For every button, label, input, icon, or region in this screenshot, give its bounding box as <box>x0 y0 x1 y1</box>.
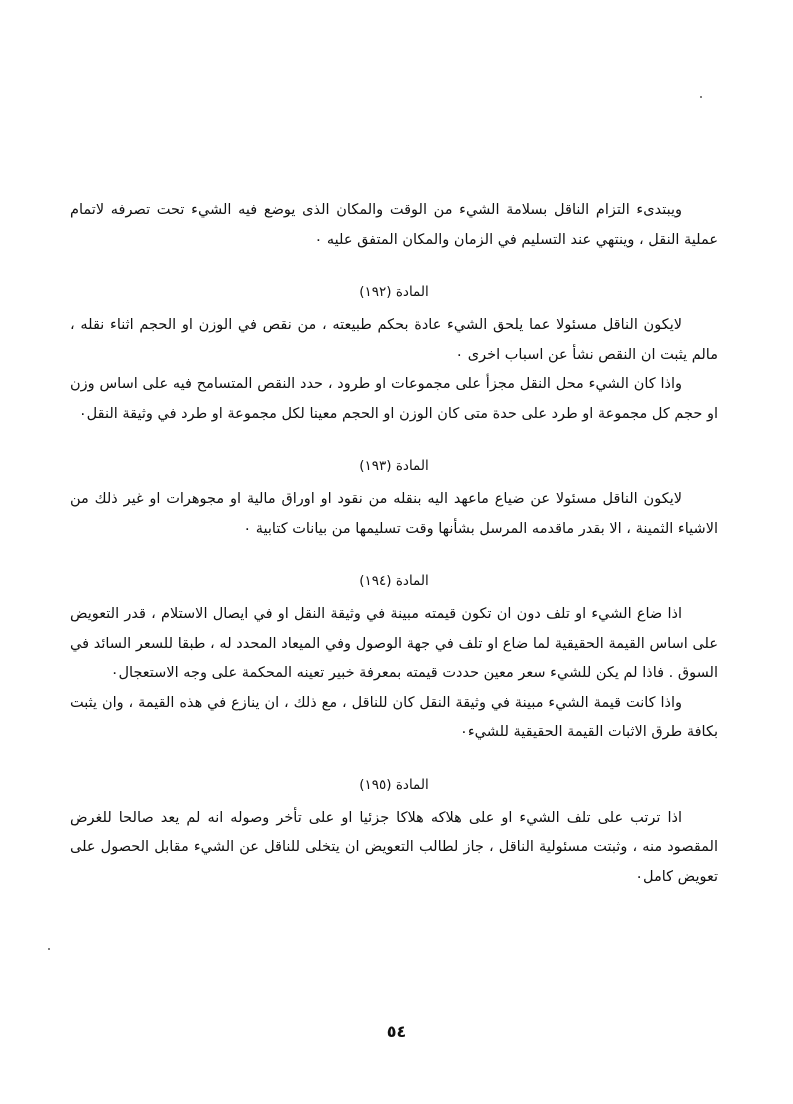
document-body <box>70 196 718 892</box>
article-195-paragraph: اذا ترتب على تلف الشيء او على هلاكه هلاكا جزئيا او على تأخر وصوله انه لم يعد صالحا للغرض المقصود منه ، وثبتت مسئولية الناقل ، جاز لطالب التعويض ان يتخلى للناقل عن الشيء مقابل الحصول على تعويض كامل٠ <box>70 809 718 885</box>
article-195-heading: المادة (١٩٥) <box>359 776 429 793</box>
article-194-heading: المادة (١٩٤) <box>359 573 429 589</box>
article-194-paragraph-2: واذا كانت قيمة الشيء مبينة في وثيقة النقل كان للناقل ، مع ذلك ، ان ينازع في هذه القيمة ، وان يثبت بكافة طرق الاثبات القيمة الحقيقية للشيء٠ <box>70 694 718 740</box>
article-193-paragraph: لايكون الناقل مسئولا عن ضياع ماعهد اليه بنقله من نقود او اوراق مالية او مجوهرات او غير ذلك من الاشياء الثمينة ، الا بقدر ماقدمه المرسل بشأنها وقت تسليمها من بيانات كتابية ٠ <box>70 491 718 537</box>
article-192-heading: المادة (١٩٢) <box>359 284 429 300</box>
intro-paragraph: ويبتدىء التزام الناقل بسلامة الشيء من الوقت والمكان الذى يوضع فيه الشيء تحت تصرفه لاتمام عملية النقل ، وينتهي عند التسليم في الزمان والمكان المتفق عليه ٠ <box>70 202 718 248</box>
article-193-heading: المادة (١٩٣) <box>359 458 429 474</box>
article-192-paragraph-1: لايكون الناقل مسئولا عما يلحق الشيء عادة بحكم طبيعته ، من نقص في الوزن او الحجم اثناء نقله ، مالم يثبت ان النقص نشأ عن اسباب اخرى ٠ <box>70 317 718 363</box>
page-number: ٥٤ <box>386 1022 407 1041</box>
article-192-paragraph-2: واذا كان الشيء محل النقل مجزأ على مجموعات او طرود ، حدد النقص المتسامح فيه على اساس وزن او حجم كل مجموعة او طرد على حدة متى كان الوزن او الحجم معينا لكل مجموعة او طرد في وثيقة النقل٠ <box>70 376 718 422</box>
scan-speck <box>48 948 50 950</box>
scan-speck <box>700 96 702 98</box>
article-194-paragraph-1: اذا ضاع الشيء او تلف دون ان تكون قيمته مبينة في وثيقة النقل او في ايصال الاستلام ، قدر التعويض على اساس القيمة الحقيقية لما ضاع او تلف في جهة الوصول وفي الميعاد المحدد له ، طبقا للسعر السائد في السوق . فاذا لم يكن للشيء سعر معين حددت قيمته بمعرفة خبير تعينه المحكمة على وجه الاستعجال٠ <box>70 606 718 681</box>
